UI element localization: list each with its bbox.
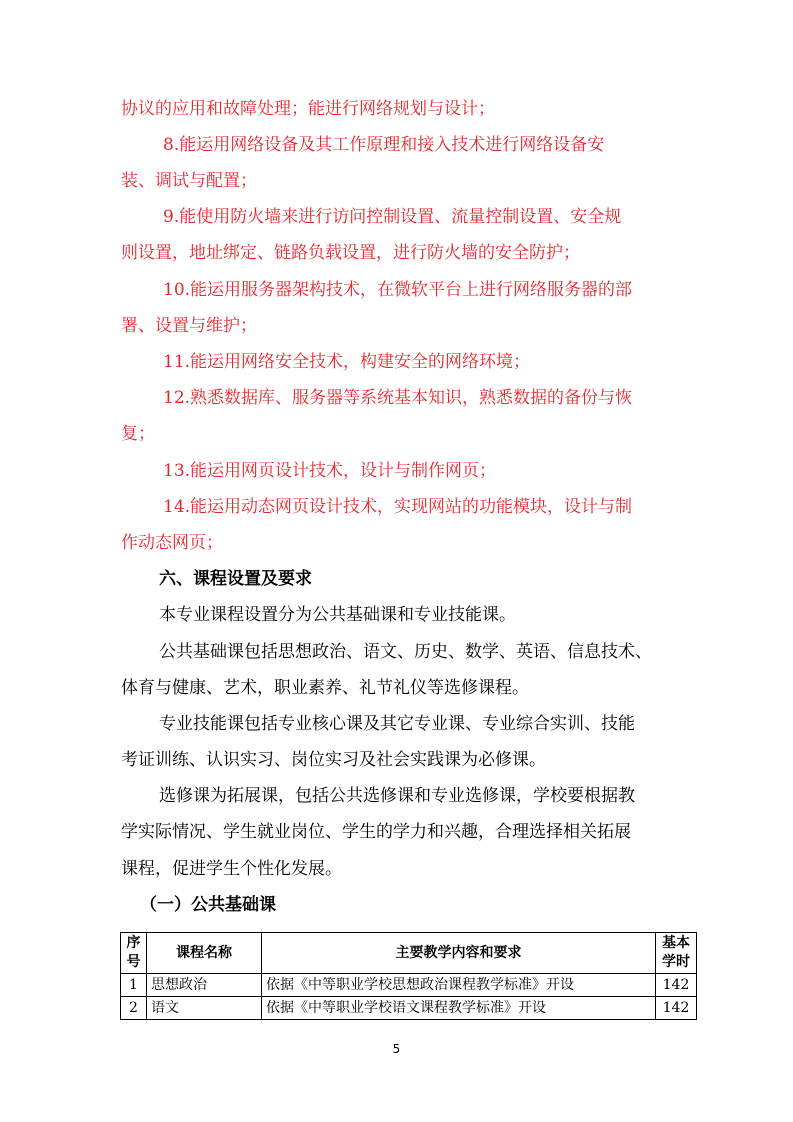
cell-hours: 142 bbox=[656, 974, 697, 997]
cell-content: 依据《中等职业学校语文课程教学标准》开设 bbox=[262, 997, 656, 1020]
header-index-line1: 序 bbox=[126, 935, 141, 951]
header-course-name: 课程名称 bbox=[147, 933, 262, 974]
paragraph-line: 学实际情况、学生就业岗位、学生的学力和兴趣，合理选择相关拓展 bbox=[121, 822, 631, 842]
paragraph-line: 体育与健康、艺术，职业素养、礼节礼仪等选修课程。 bbox=[121, 678, 529, 698]
header-index bbox=[121, 933, 147, 974]
list-item-13: 13.能运用网页设计技术，设计与制作网页； bbox=[163, 461, 497, 481]
header-hours-line1: 基本 bbox=[662, 935, 690, 951]
paragraph-line: 考证训练、认识实习、岗位实习及社会实践课为必修课。 bbox=[121, 750, 546, 770]
paragraph-line: 装、调试与配置； bbox=[121, 171, 257, 191]
table-row bbox=[121, 974, 697, 997]
section-heading: 六、课程设置及要求 bbox=[159, 569, 312, 589]
header-content: 主要教学内容和要求 bbox=[262, 933, 656, 974]
list-item-8: 8.能运用网络设备及其工作原理和接入技术进行网络设备安 bbox=[163, 135, 605, 155]
paragraph-line: 协议的应用和故障处理；能进行网络规划与设计； bbox=[121, 99, 495, 119]
cell-index: 1 bbox=[121, 974, 147, 997]
header-hours bbox=[656, 933, 697, 974]
table-row bbox=[121, 997, 697, 1020]
paragraph-line: 本专业课程设置分为公共基础课和专业技能课。 bbox=[159, 605, 516, 625]
list-item-9: 9.能使用防火墙来进行访问控制设置、流量控制设置、安全规 bbox=[163, 207, 622, 227]
cell-hours: 142 bbox=[656, 997, 697, 1020]
cell-course-name: 语文 bbox=[147, 997, 262, 1020]
cell-index: 2 bbox=[121, 997, 147, 1020]
list-item-12: 12.熟悉数据库、服务器等系统基本知识，熟悉数据的备份与恢 bbox=[163, 388, 633, 408]
list-item-10: 10.能运用服务器架构技术，在微软平台上进行网络服务器的部 bbox=[163, 280, 633, 300]
paragraph-line: 署、设置与维护； bbox=[121, 316, 257, 336]
header-hours-line2: 学时 bbox=[662, 954, 690, 970]
list-item-11: 11.能运用网络安全技术，构建安全的网络环境； bbox=[163, 352, 531, 372]
list-item-14: 14.能运用动态网页设计技术，实现网站的功能模块，设计与制 bbox=[163, 497, 633, 517]
page-number: 5 bbox=[392, 1042, 401, 1056]
table-header-row bbox=[121, 933, 697, 974]
course-table bbox=[120, 932, 697, 1020]
cell-content: 依据《中等职业学校思想政治课程教学标准》开设 bbox=[262, 974, 656, 997]
paragraph-line: 复； bbox=[121, 424, 155, 444]
paragraph-line: 选修课为拓展课，包括公共选修课和专业选修课，学校要根据教 bbox=[159, 786, 635, 806]
paragraph-line: 则设置，地址绑定、链路负载设置，进行防火墙的安全防护； bbox=[121, 243, 580, 263]
header-index-line2: 号 bbox=[126, 954, 141, 970]
cell-course-name: 思想政治 bbox=[147, 974, 262, 997]
paragraph-line: 专业技能课包括专业核心课及其它专业课、专业综合实训、技能 bbox=[159, 714, 635, 734]
paragraph-line: 作动态网页； bbox=[121, 533, 223, 553]
subsection-heading: （一）公共基础课 bbox=[140, 895, 276, 915]
paragraph-line: 课程，促进学生个性化发展。 bbox=[121, 859, 342, 879]
paragraph-line: 公共基础课包括思想政治、语文、历史、数学、英语、信息技术、 bbox=[159, 642, 652, 662]
